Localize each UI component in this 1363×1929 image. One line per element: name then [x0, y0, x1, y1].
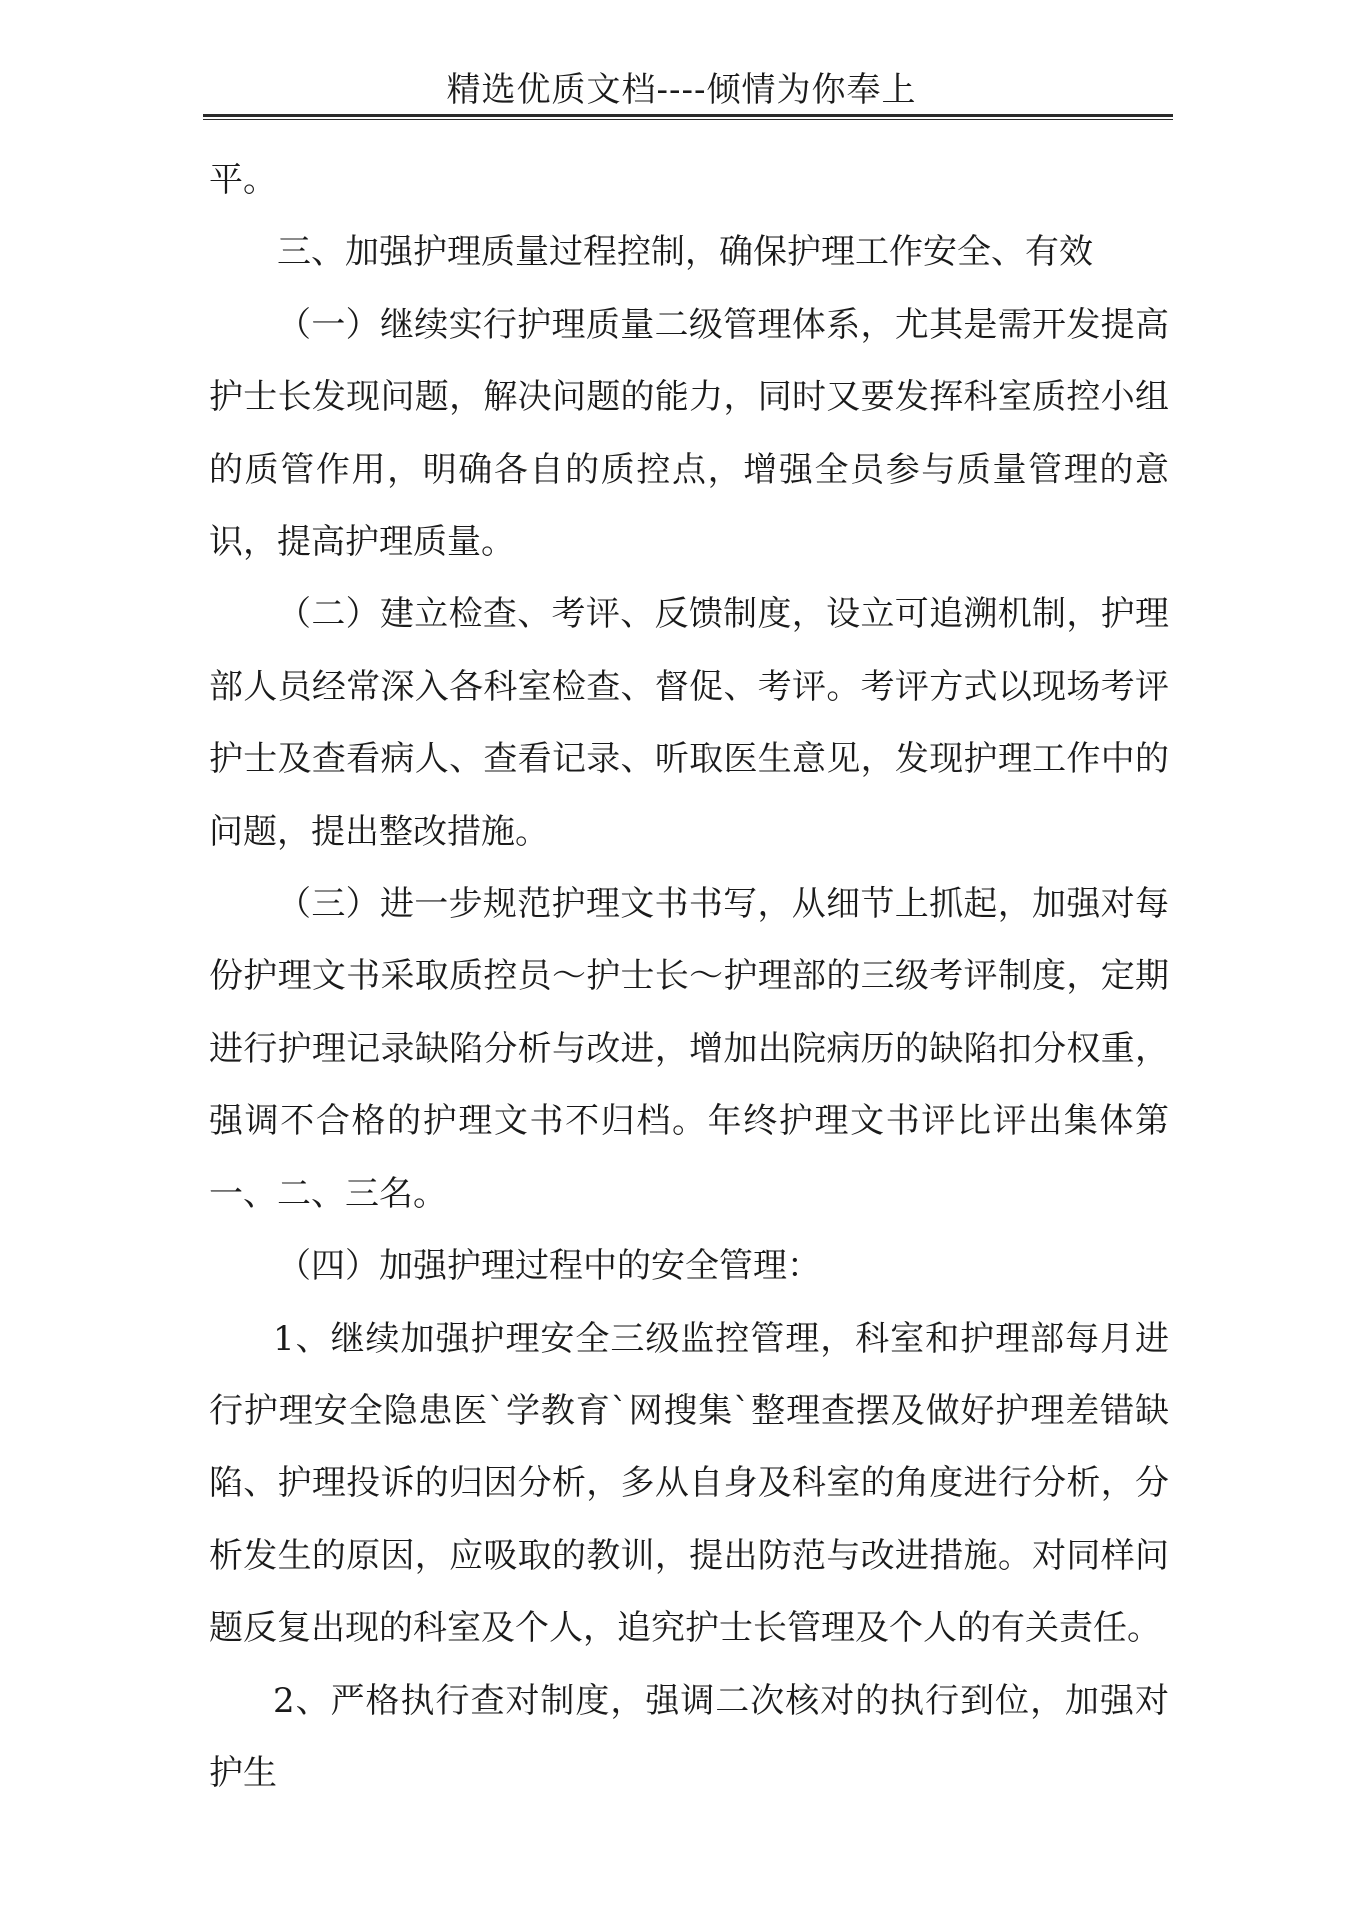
paragraph-continuation: 平。 — [209, 160, 277, 200]
document-body — [209, 144, 1169, 1809]
paragraph-item-4: （四）加强护理过程中的安全管理： — [277, 1246, 821, 1287]
paragraph-item-2: （二）建立检查、考评、反馈制度，设立可追溯机制，护理部人员经常深入各科室检查、督促、考评。考评方式以现场考评护士及查看病人、查看记录、听取医生意见，发现护理工作中的问题，提出整改措施。 — [209, 594, 1169, 852]
paragraph-subitem-2: 2、严格执行查对制度，强调二次核对的执行到位，加强对护生 — [209, 1680, 1169, 1793]
paragraph-subitem-1: 1、继续加强护理安全三级监控管理，科室和护理部每月进行护理安全隐患医`学教育`网搜集`整理查摆及做好护理差错缺陷、护理投诉的归因分析，多从自身及科室的角度进行分析，分析发生的原因，应吸取的教训，提出防范与改进措施。对同样问题反复出现的科室及个人，追究护士长管理及个人的有关责任。 — [209, 1318, 1169, 1649]
page-header — [0, 0, 1363, 122]
paragraph-item-3: （三）进一步规范护理文书书写，从细节上抓起，加强对每份护理文书采取质控员～护士长～护理部的三级考评制度，定期进行护理记录缺陷分析与改进，增加出院病历的缺陷扣分权重，强调不合格的护理文书不归档。年终护理文书评比评出集体第一、二、三名。 — [209, 884, 1169, 1214]
header-divider — [203, 114, 1173, 120]
section-heading-3: 三、加强护理质量过程控制，确保护理工作安全、有效 — [277, 232, 1093, 273]
header-title: 精选优质文档----倾情为你奉上 — [446, 70, 917, 110]
paragraph-item-1: （一）继续实行护理质量二级管理体系，尤其是需开发提高护士长发现问题，解决问题的能力，同时又要发挥科室质控小组的质管作用，明确各自的质控点，增强全员参与质量管理的意识，提高护理质量。 — [209, 304, 1169, 563]
